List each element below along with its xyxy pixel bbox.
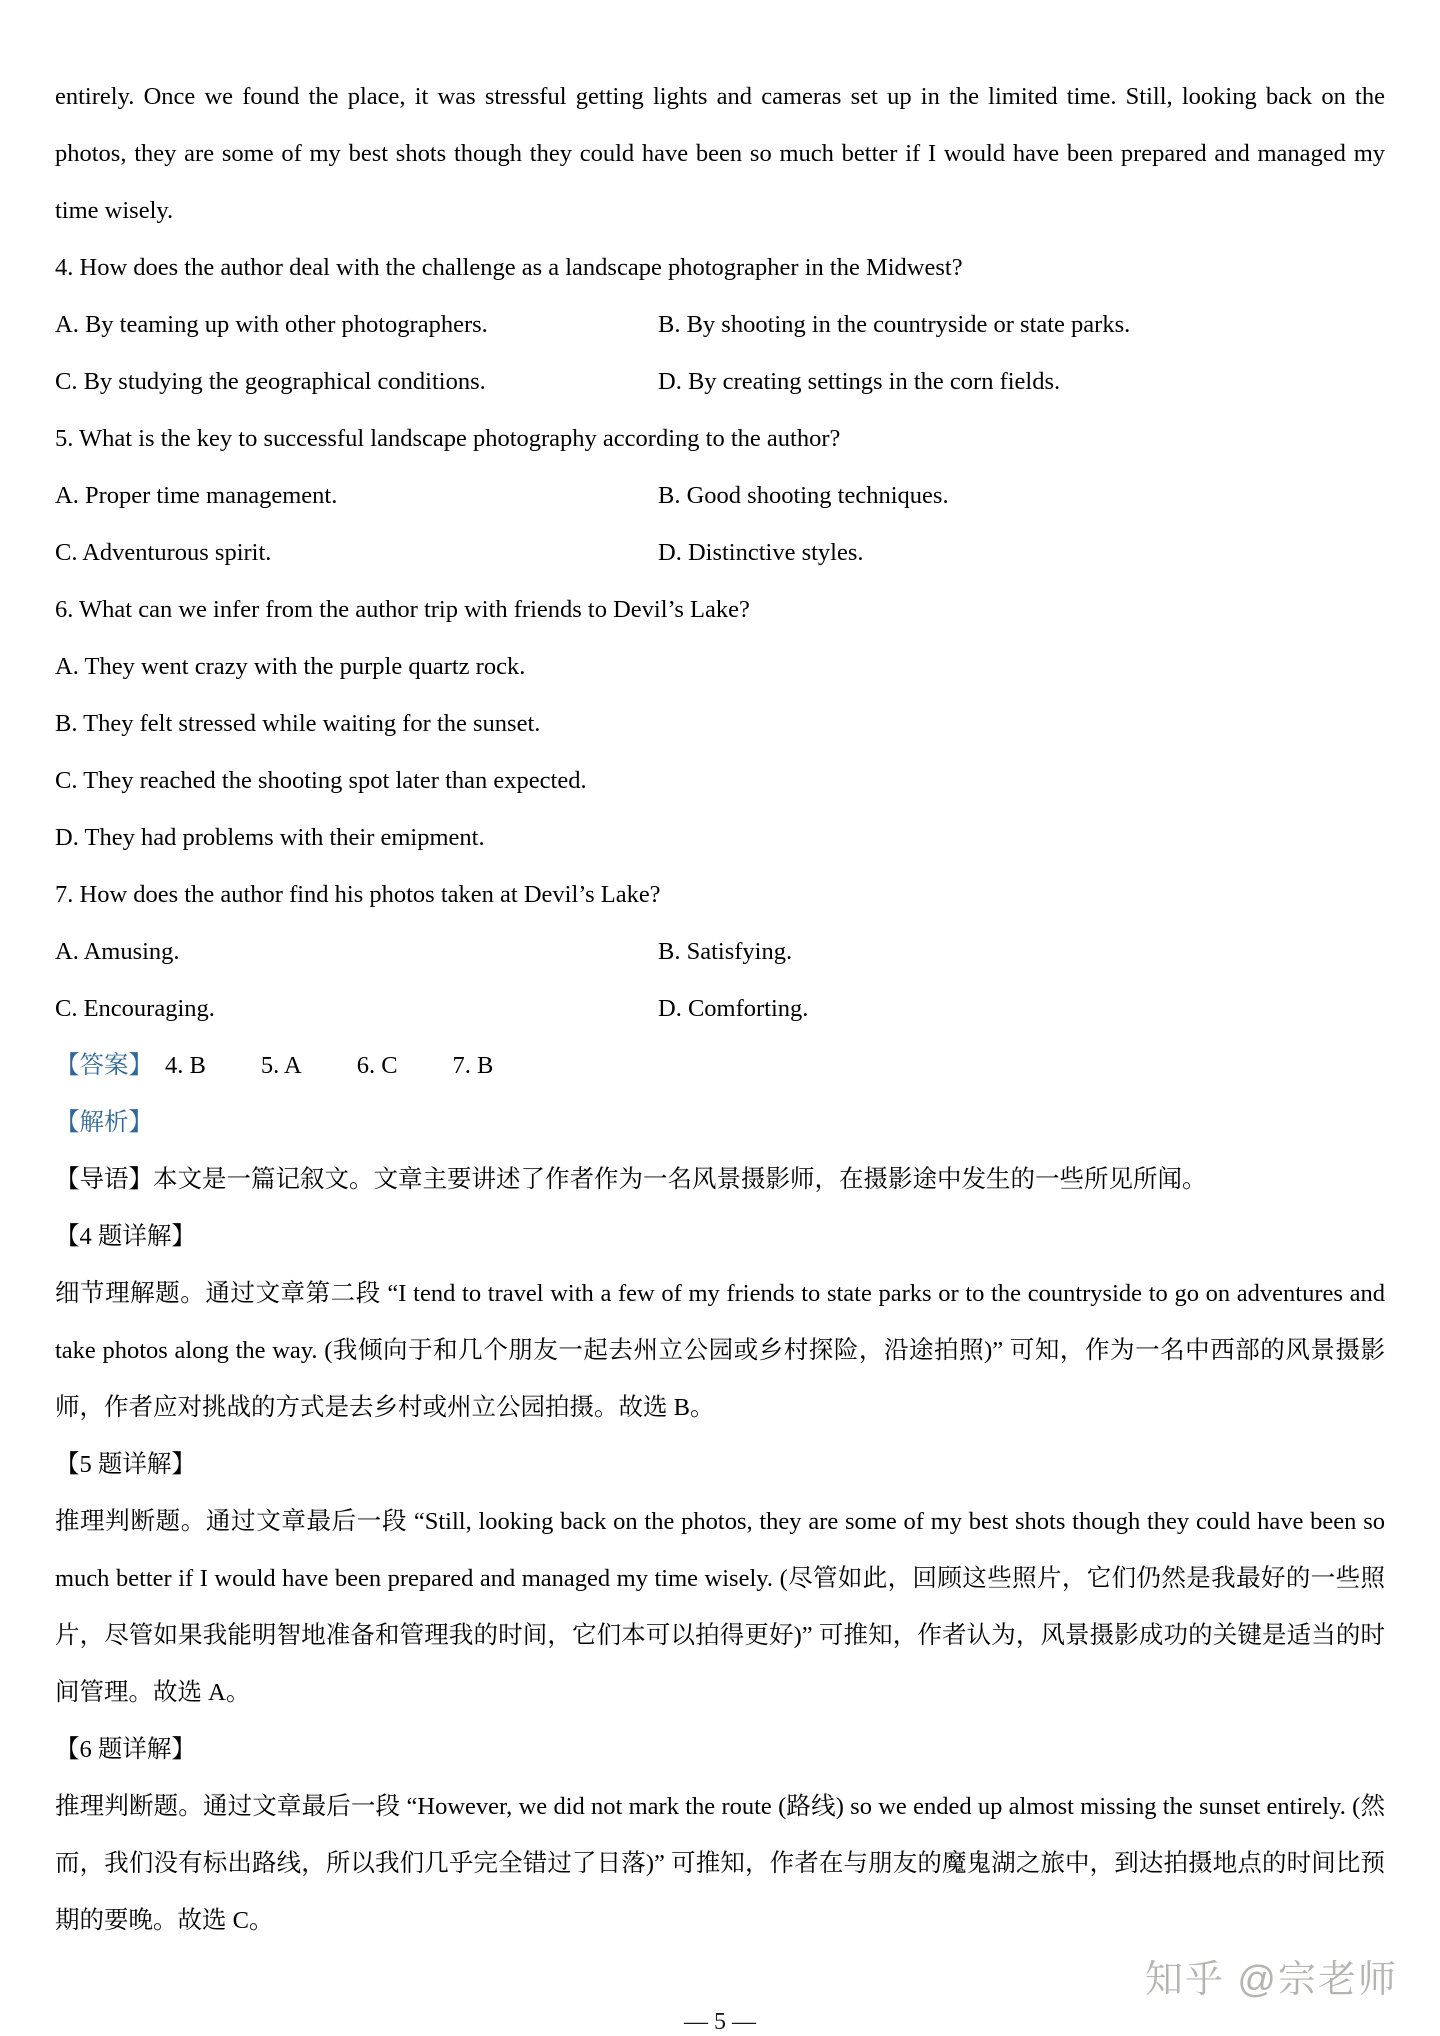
explanation-4-body: 细节理解题。通过文章第二段 “I tend to travel with a few of my friends to state parks or to the countryside to go on adventures and take photos along the way. (我倾向于和几个朋友一起去州立公园或乡村探险，沿途拍照)” 可知，作为一名中西部的风景摄影师，作者应对挑战的方式是去乡村或州立公园拍摄。故选 B。 [55, 1280, 1385, 1421]
document-content [55, 68, 1385, 1949]
option-6c: C. They reached the shooting spot later than expected. [55, 767, 587, 794]
explanation-6-body: 推理判断题。通过文章最后一段 “However, we did not mark the route (路线) so we ended up almost missing the sunset entirely. (然而，我们没有标出路线，所以我们几乎完全错过了日落)” 可推知，作者在与朋友的魔鬼湖之旅中，到达拍摄地点的时间比预期的要晚。故选 C。 [55, 1793, 1385, 1934]
option-7a: A. Amusing. [55, 938, 180, 965]
option-4b: B. By shooting in the countryside or state parks. [658, 311, 1131, 338]
question-4-options-row-cd [55, 353, 1385, 410]
passage-paragraph: entirely. Once we found the place, it was stressful getting lights and cameras set up in the limited time. Still, looking back on the photos, they are some of my best shots though they could have been so much better if I would have been prepared and managed my time wisely. [55, 83, 1385, 224]
question-7-options-row-cd [55, 980, 1385, 1037]
answer-item-7: 7. B [452, 1052, 494, 1079]
option-6a: A. They went crazy with the purple quartz rock. [55, 653, 526, 680]
option-7d: D. Comforting. [658, 995, 809, 1022]
option-7b: B. Satisfying. [658, 938, 793, 965]
watermark: 知乎 @宗老师 [1144, 1959, 1398, 2001]
question-4-stem: 4. How does the author deal with the challenge as a landscape photographer in the Midwest? [55, 254, 963, 281]
option-7c: C. Encouraging. [55, 995, 215, 1022]
question-5-options-row-ab [55, 467, 1385, 524]
explanation-5-heading: 【5 题详解】 [55, 1451, 196, 1478]
intro-text: 本文是一篇记叙文。文章主要讲述了作者作为一名风景摄影师，在摄影途中发生的一些所见所闻。 [153, 1166, 1207, 1193]
option-5c: C. Adventurous spirit. [55, 539, 272, 566]
option-6b: B. They felt stressed while waiting for the sunset. [55, 710, 541, 737]
option-5a: A. Proper time management. [55, 482, 338, 509]
question-7-options-row-ab [55, 923, 1385, 980]
question-4-options-row-ab [55, 296, 1385, 353]
question-6-stem: 6. What can we infer from the author trip with friends to Devil’s Lake? [55, 596, 750, 623]
question-5-stem: 5. What is the key to successful landscape photography according to the author? [55, 425, 841, 452]
option-6d: D. They had problems with their emipment. [55, 824, 485, 851]
question-5-options-row-cd [55, 524, 1385, 581]
explanation-5-body: 推理判断题。通过文章最后一段 “Still, looking back on the photos, they are some of my best shots though they could have been so much better if I would have been prepared and managed my time wisely. (尽管如此，回顾这些照片，它们仍然是我最好的一些照片，尽管如果我能明智地准备和管理我的时间，它们本可以拍得更好)” 可推知，作者认为，风景摄影成功的关键是适当的时间管理。故选 A。 [55, 1508, 1385, 1706]
answers-line [55, 1037, 1385, 1094]
intro-label: 【导语】 [55, 1166, 153, 1193]
answer-item-4: 4. B [165, 1052, 206, 1079]
answer-item-5: 5. A [260, 1052, 302, 1079]
page-number: — 5 — [684, 2009, 756, 2035]
option-5b: B. Good shooting techniques. [658, 482, 949, 509]
explanation-6-heading: 【6 题详解】 [55, 1736, 196, 1763]
answer-item-6: 6. C [356, 1052, 398, 1079]
option-4a: A. By teaming up with other photographers. [55, 311, 488, 338]
option-4c: C. By studying the geographical conditions. [55, 368, 486, 395]
option-5d: D. Distinctive styles. [658, 539, 864, 566]
question-7-stem: 7. How does the author find his photos taken at Devil’s Lake? [55, 881, 661, 908]
intro-line [55, 1151, 1385, 1208]
answers-label: 【答案】 [55, 1052, 153, 1079]
explanation-4-heading: 【4 题详解】 [55, 1223, 196, 1250]
option-4d: D. By creating settings in the corn fields. [658, 368, 1061, 395]
analysis-label: 【解析】 [55, 1109, 153, 1136]
